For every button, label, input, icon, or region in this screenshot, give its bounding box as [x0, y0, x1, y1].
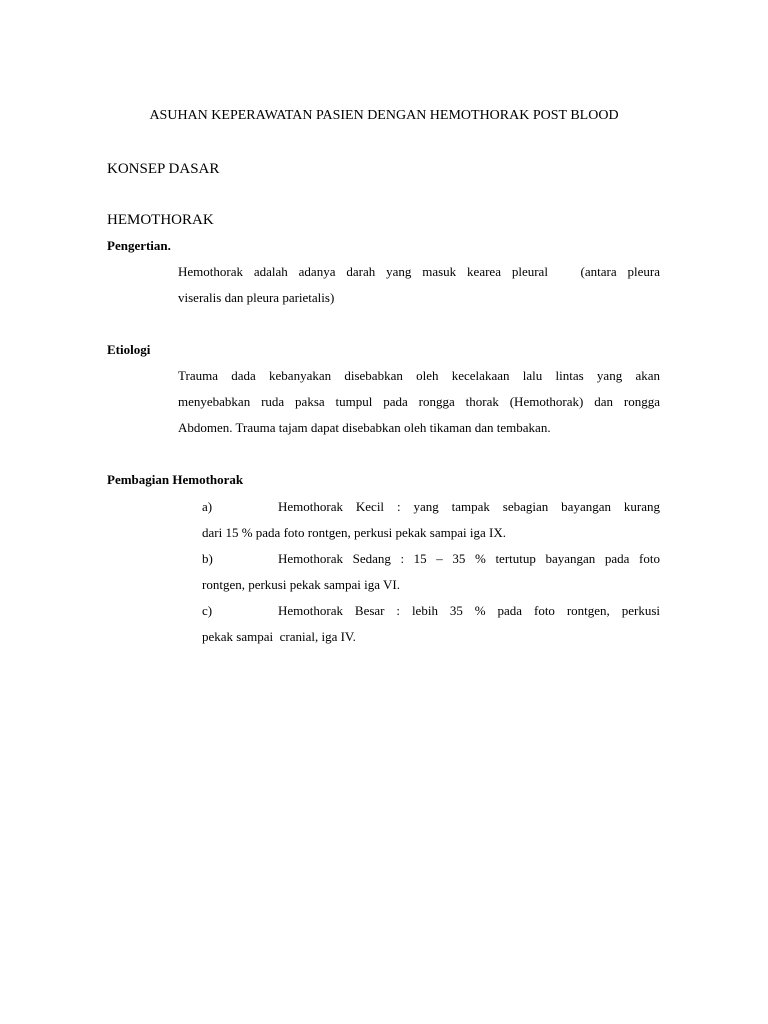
list-marker: b): [202, 551, 213, 566]
paragraph-line: viseralis dan pleura parietalis): [178, 290, 335, 305]
section-heading-konsep-dasar: KONSEP DASAR: [107, 161, 220, 177]
document-title: ASUHAN KEPERAWATAN PASIEN DENGAN HEMOTHORAK POST BLOOD: [149, 108, 619, 123]
section-heading-hemothorak: HEMOTHORAK: [107, 212, 214, 228]
list-item-c: [202, 598, 660, 650]
list-item-text: Hemothorak Sedang : 15 – 35 % tertutup bayangan pada foto: [278, 551, 660, 566]
list-item-a: [202, 494, 660, 546]
paragraph-line: menyebabkan ruda paksa tumpul pada rongga thorak (Hemothorak) dan rongga: [178, 394, 660, 409]
list-item-continuation: pekak sampai cranial, iga IV.: [202, 629, 356, 644]
list-item-text: Hemothorak Kecil : yang tampak sebagian bayangan kurang: [278, 499, 660, 514]
list-marker: a): [202, 499, 213, 514]
paragraph-line: Abdomen. Trauma tajam dapat disebabkan oleh tikaman dan tembakan.: [178, 420, 551, 435]
list-marker: c): [202, 603, 213, 618]
paragraph-etiologi: [178, 363, 660, 441]
subheading-etiologi: Etiologi: [107, 342, 151, 357]
subheading-pengertian: Pengertian.: [107, 238, 171, 253]
list-item-continuation: rontgen, perkusi pekak sampai iga VI.: [202, 577, 400, 592]
paragraph-line: Hemothorak adalah adanya darah yang masuk kearea pleural (antara pleura: [178, 264, 660, 279]
subheading-pembagian-hemothorak: Pembagian Hemothorak: [107, 472, 244, 487]
list-item-text: Hemothorak Besar : lebih 35 % pada foto rontgen, perkusi: [278, 603, 660, 618]
list-item-b: [202, 546, 660, 598]
paragraph-pengertian: [178, 259, 660, 311]
list-item-continuation: dari 15 % pada foto rontgen, perkusi pekak sampai iga IX.: [202, 525, 506, 540]
paragraph-line: Trauma dada kebanyakan disebabkan oleh kecelakaan lalu lintas yang akan: [178, 368, 660, 383]
